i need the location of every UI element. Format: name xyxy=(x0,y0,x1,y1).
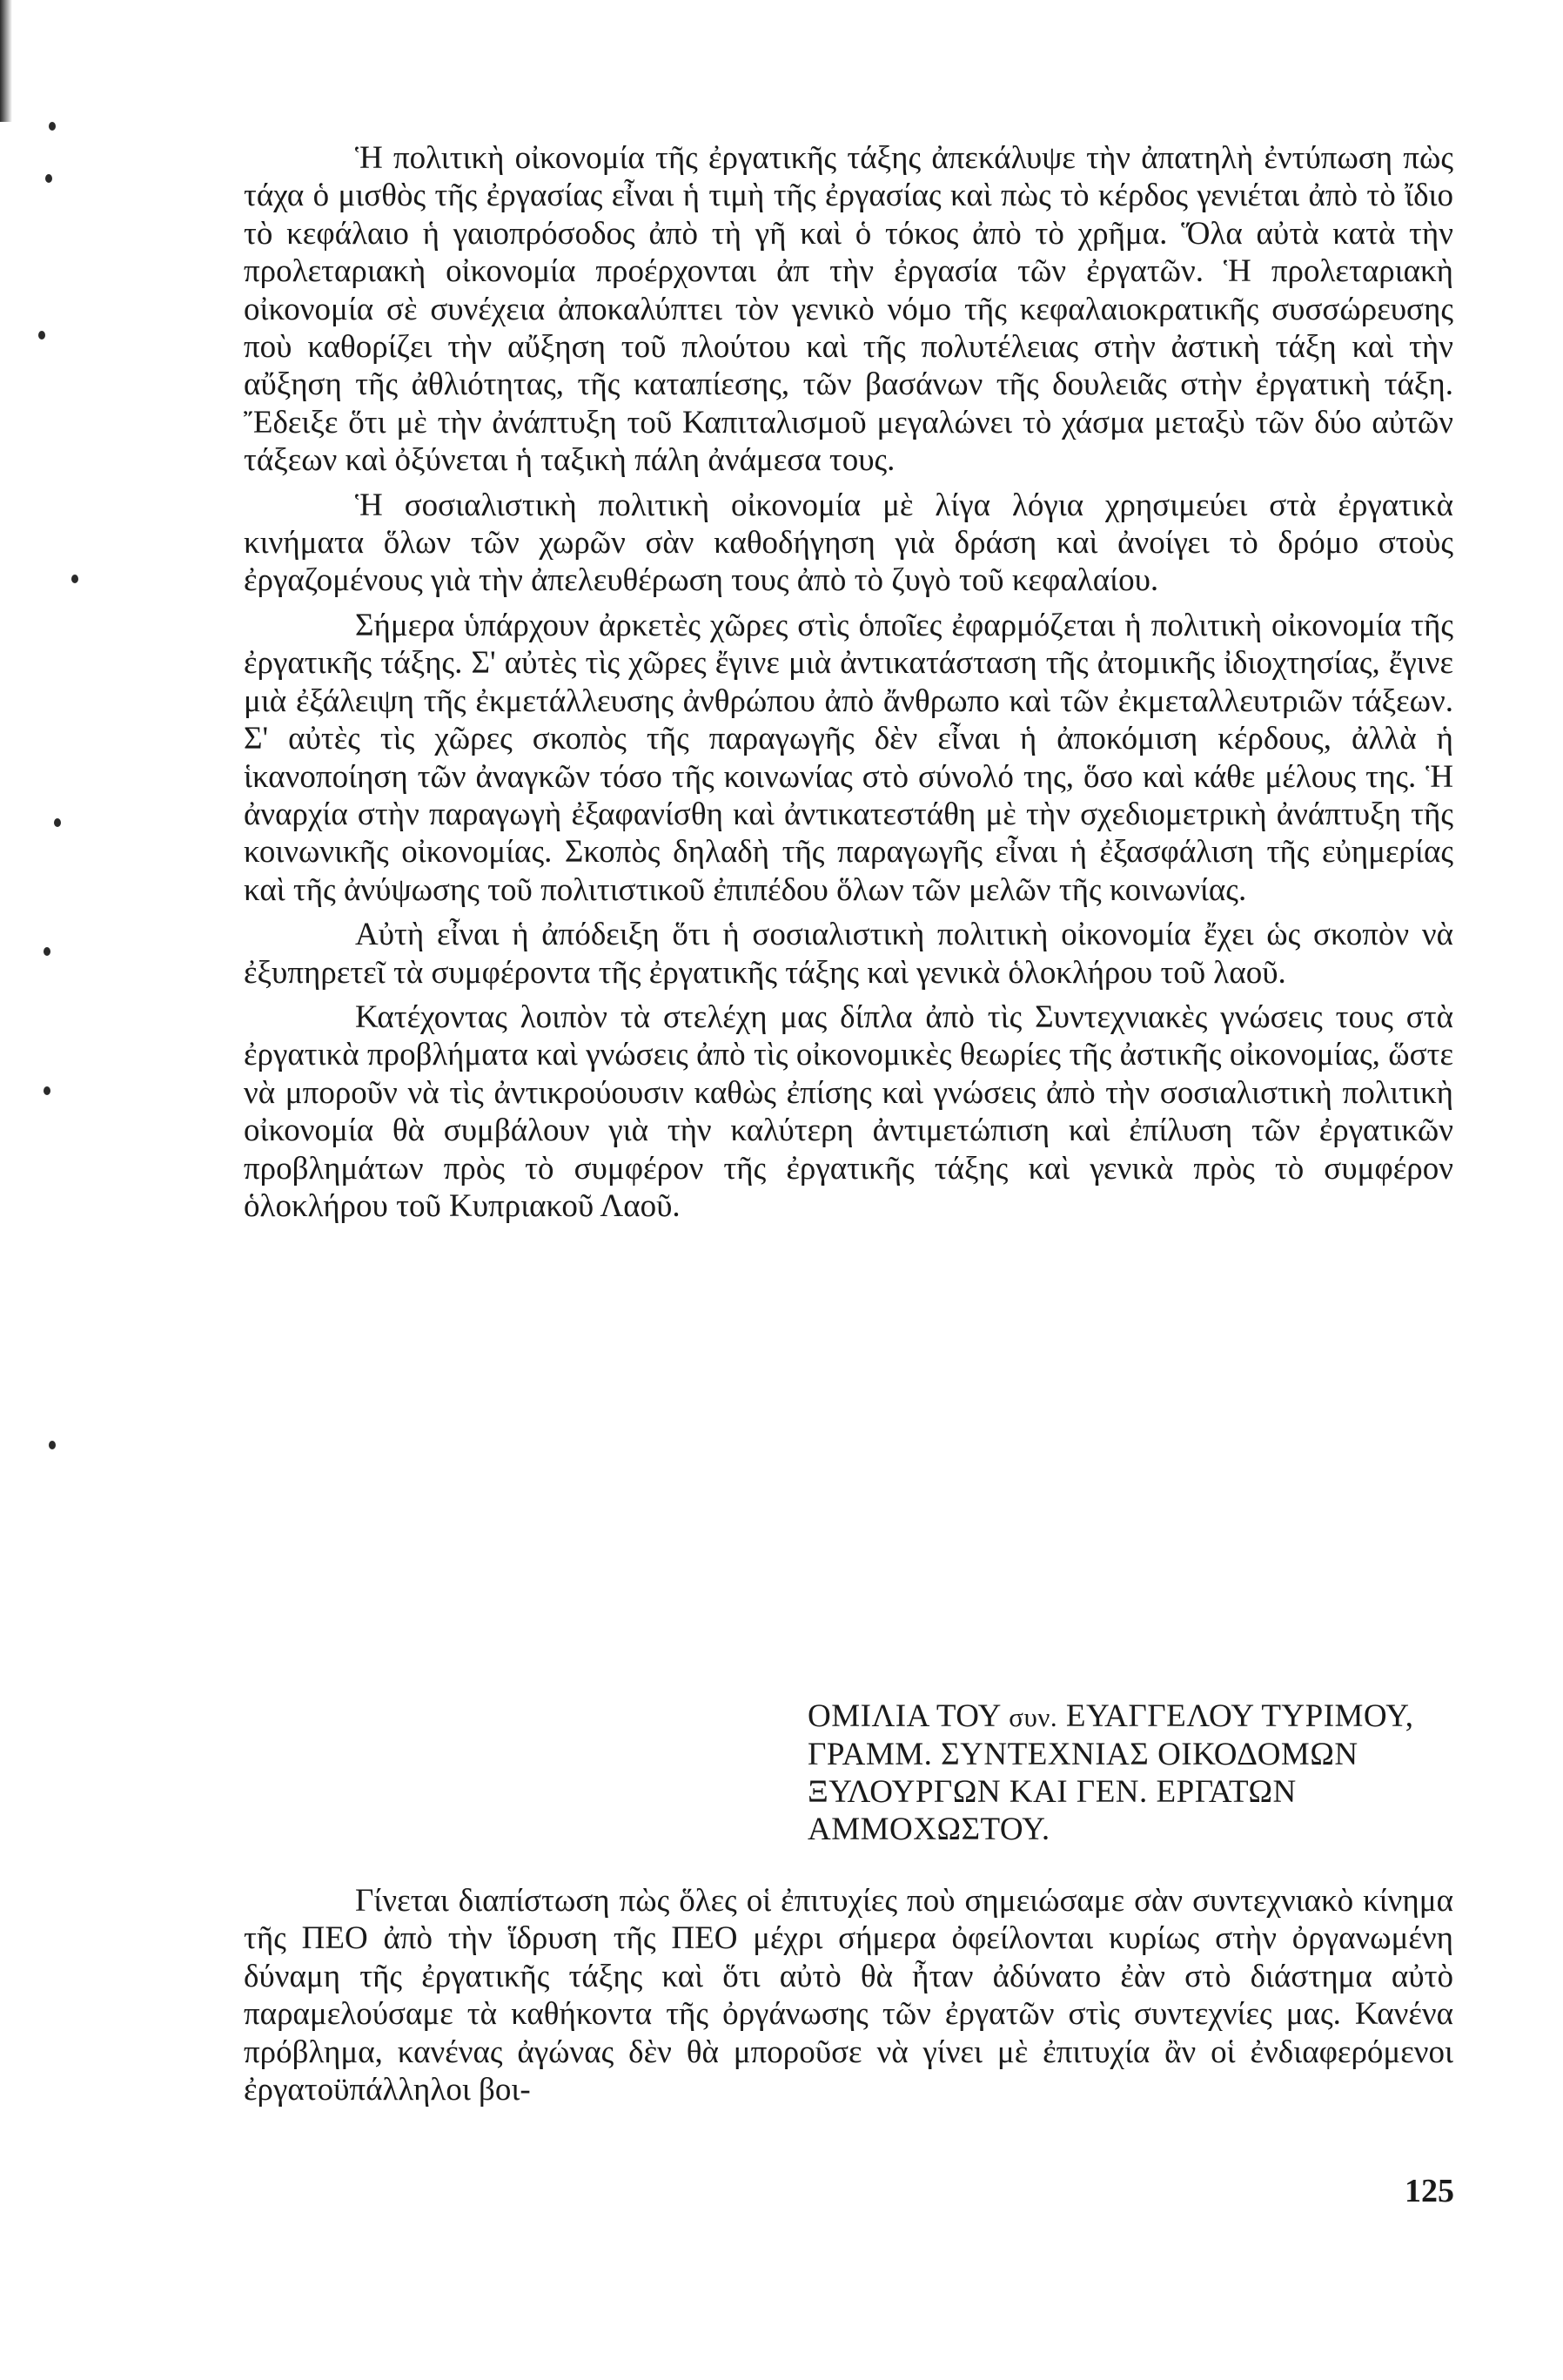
heading-part: ΟΜΙΛΙΑ ΤΟΥ xyxy=(808,1698,1010,1734)
paragraph: Κατέχοντας λοιπὸν τὰ στελέχη μας δίπλα ἀπὸ τὶς Συντεχνιακὲς γνώσεις τους στὰ ἐργατικὰ προβλήματα καὶ γνώσεις ἀπὸ τὶς οἰκονομικὲς θεωρίες τῆς ἀστικῆς οἰκονομίας, ὥστε νὰ μποροῦν νὰ τὶς ἀντικρούουσιν καθὼς ἐπίσης καὶ γνώσεις ἀπὸ τὴν σοσιαλιστικὴ πολιτικὴ οἰκονομία θὰ συμβάλουν γιὰ τὴν καλύτερη ἀντιμετώπιση καὶ ἐπίλυση τῶν ἐργατικῶν προβλημάτων πρὸς τὸ συμφέρον τῆς ἐργατικῆς τάξης καὶ γενικὰ πρὸς τὸ συμφέρον ὁλοκλήρου τοῦ Κυπριακοῦ Λαοῦ. xyxy=(244,998,1453,1224)
scan-shadow-edge xyxy=(0,0,12,122)
paragraph: Γίνεται διαπίστωση πὼς ὅλες οἱ ἐπιτυχίες ποὺ σημειώσαμε σὰν συντεχνιακὸ κίνημα τῆς ΠΕΟ ἀπὸ τὴν ἵδρυση τῆς ΠΕΟ μέχρι σήμερα ὀφείλονται κυρίως στὴν ὀργανωμένη δύναμη τῆς ἐργατικῆς τάξης καὶ ὅτι αὐτὸ θὰ ἦταν ἀδύνατο ἐὰν στὸ διάστημα αὐτὸ παραμελούσαμε τὰ καθήκοντα τῆς ὀργάνωσης τῶν ἐργατῶν στὶς συντεχνίες μας. Κανένα πρόβλημα, κανένας ἀγώνας δὲν θὰ μποροῦσε νὰ γίνει μὲ ἐπιτυχία ἂν οἱ ἐνδιαφερόμενοι ἐργατοϋπάλληλοι βοι- xyxy=(244,1883,1453,2108)
body-text xyxy=(244,139,1453,1225)
speech-heading xyxy=(808,1698,1452,1848)
margin-speck xyxy=(44,947,50,956)
paragraph: Ἡ πολιτικὴ οἰκονομία τῆς ἐργατικῆς τάξης ἀπεκάλυψε τὴν ἀπατηλὴ ἐντύπωση πὼς τάχα ὁ μισθὸς τῆς ἐργασίας εἶναι ἡ τιμὴ τῆς ἐργασίας καὶ πὼς τὸ κέρδος γενιέται ἀπὸ τὸ ἴδιο τὸ κεφάλαιο ἡ γαιοπρόσοδος ἀπὸ τὴ γῆ καὶ ὁ τόκος ἀπὸ τὸ χρῆμα. Ὅλα αὐτὰ κατὰ τὴν προλεταριακὴ οἰκονομία προέρχονται ἀπ τὴν ἐργασία τῶν ἐργατῶν. Ἡ προλεταριακὴ οἰκονομία σὲ συνέχεια ἀποκαλύπτει τὸν γενικὸ νόμο τῆς κεφαλαιοκρατικῆς συσσώρευσης ποὺ καθορίζει τὴν αὔξηση τοῦ πλούτου καὶ τῆς πολυτέλειας στὴν ἀστικὴ τάξη καὶ τὴν αὔξηση τῆς ἀθλιότητας, τῆς καταπίεσης, τῶν βασάνων τῆς δουλειᾶς στὴν ἐργατικὴ τάξη. Ἔδειξε ὅτι μὲ τὴν ἀνάπτυξη τοῦ Καπιταλισμοῦ μεγαλώνει τὸ χάσμα μεταξὺ τῶν δύο αὐτῶν τάξεων καὶ ὀξύνεται ἡ ταξικὴ πάλη ἀνάμεσα τους. xyxy=(244,140,1453,479)
page-number: 125 xyxy=(1405,2173,1454,2209)
paragraph: Ἡ σοσιαλιστικὴ πολιτικὴ οἰκονομία μὲ λίγα λόγια χρησιμεύει στὰ ἐργατικὰ κινήματα ὅλων τῶν χωρῶν σὰν καθοδήγηση γιὰ δράση καὶ ἀνοίγει τὸ δρόμο στοὺς ἐργαζομένους γιὰ τὴν ἀπελευθέρωση τους ἀπὸ τὸ ζυγὸ τοῦ κεφαλαίου. xyxy=(244,487,1453,599)
margin-speck xyxy=(49,122,56,131)
margin-speck xyxy=(71,575,78,583)
margin-speck xyxy=(49,1441,56,1449)
closing-text xyxy=(244,1882,1453,2108)
margin-speck xyxy=(54,818,61,827)
paragraph: Αὐτὴ εἶναι ἡ ἀπόδειξη ὅτι ἡ σοσιαλιστικὴ πολιτικὴ οἰκονομία ἔχει ὡς σκοπὸν νὰ ἐξυπηρετεῖ τὰ συμφέροντα τῆς ἐργατικῆς τάξης καὶ γενικὰ ὁλοκλήρου τοῦ λαοῦ. xyxy=(244,917,1453,991)
heading-part: συν. xyxy=(1009,1702,1058,1732)
margin-speck xyxy=(45,174,52,183)
paragraph: Σήμερα ὑπάρχουν ἀρκετὲς χῶρες στὶς ὁποῖες ἐφαρμόζεται ἡ πολιτικὴ οἰκονομία τῆς ἐργατικῆς τάξης. Σ' αὐτὲς τὶς χῶρες ἔγινε μιὰ ἀντικατάσταση τῆς ἀτομικῆς ἰδιοχτησίας, ἔγινε μιὰ ἐξάλειψη τῆς ἐκμετάλλευσης ἀνθρώπου ἀπὸ ἄνθρωπο καὶ τῶν ἐκμεταλλευτριῶν τάξεων. Σ' αὐτὲς τὶς χῶρες σκοπὸς τῆς παραγωγῆς δὲν εἶναι ἡ ἀποκόμιση κέρδους, ἀλλὰ ἡ ἱκανοποίηση τῶν ἀναγκῶν τόσο τῆς κοινωνίας στὸ σύνολό της, ὅσο καὶ κάθε μέλους της. Ἡ ἀναρχία στὴν παραγωγὴ ἐξαφανίσθη καὶ ἀντικατεστάθη μὲ τὴν σχεδιομετρικὴ ἀνάπτυξη τῆς κοινωνικῆς οἰκονομίας. Σκοπὸς δηλαδὴ τῆς παραγωγῆς εἶναι ἡ ἐξασφάλιση τῆς εὐημερίας καὶ τῆς ἀνύψωσης τοῦ πολιτιστικοῦ ἐπιπέδου ὅλων τῶν μελῶν τῆς κοινωνίας. xyxy=(244,607,1453,908)
margin-speck xyxy=(38,331,45,340)
margin-speck xyxy=(44,1086,50,1095)
heading-part: ΕΥΑΓΓΕΛΟΥ ΤΥΡΙΜΟΥ, ΓΡΑΜΜ. ΣΥΝΤΕΧΝΙΑΣ ΟΙΚΟΔΟΜΩΝ ΞΥΛΟΥΡΓΩΝ ΚΑΙ ΓΕΝ. ΕΡΓΑΤΩΝ ΑΜΜΟΧΩΣΤΟΥ. xyxy=(808,1698,1414,1847)
